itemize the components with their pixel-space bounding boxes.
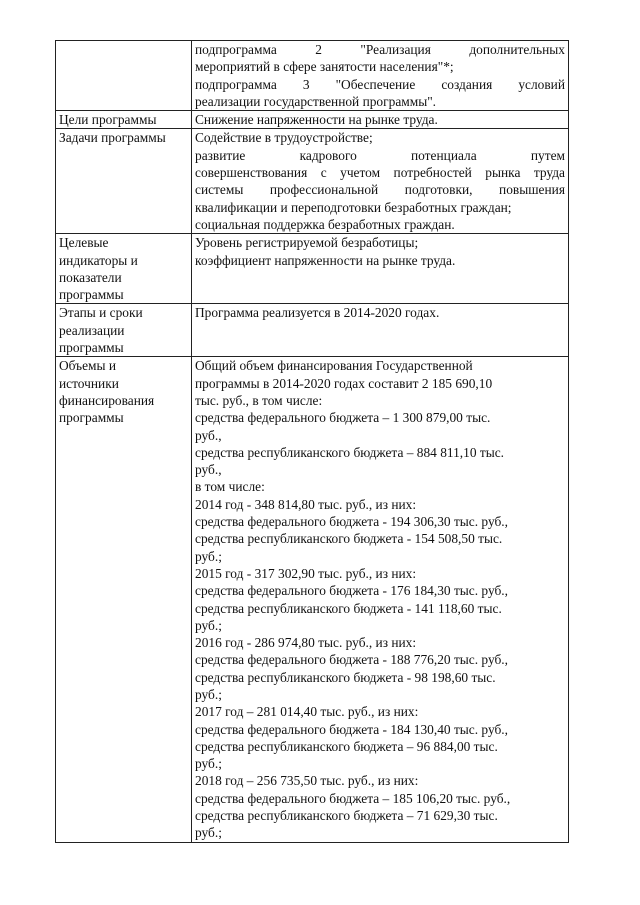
row-value-line: 2017 год – 281 014,40 тыс. руб., из них: bbox=[195, 704, 419, 720]
row-value-line: подпрограмма 2 "Реализация дополнительных bbox=[195, 42, 565, 57]
row-value-line: руб.; bbox=[195, 686, 222, 702]
row-label-line: финансирования bbox=[59, 392, 155, 408]
row-label: Задачи программы bbox=[59, 130, 166, 146]
table-row bbox=[56, 111, 569, 129]
row-label-line: индикаторы и bbox=[59, 252, 138, 268]
row-value-line: квалификации и переподготовки безработных граждан; bbox=[195, 199, 512, 215]
row-value-line: средства федерального бюджета - 188 776,20 тыс. руб., bbox=[195, 652, 508, 668]
row-value-line: Общий объем финансирования Государственной bbox=[195, 358, 473, 374]
row-label-line: источники bbox=[59, 375, 119, 391]
row-value-line: средства федерального бюджета - 184 130,40 тыс. руб., bbox=[195, 721, 508, 737]
row-value-line: руб.; bbox=[195, 756, 222, 772]
table-row bbox=[56, 304, 569, 357]
row-value-line: коэффициент напряженности на рынке труда. bbox=[195, 252, 456, 268]
row-label-line: показатели bbox=[59, 269, 122, 285]
row-value-line: руб.; bbox=[195, 617, 222, 633]
row-value-line: средства федерального бюджета – 1 300 879,00 тыс. bbox=[195, 410, 491, 426]
row-value-line: средства республиканского бюджета – 884 811,10 тыс. bbox=[195, 444, 505, 460]
row-value-line: средства республиканского бюджета – 71 629,30 тыс. bbox=[195, 808, 498, 824]
row-label-cell bbox=[56, 111, 192, 129]
row-label-line: Этапы и сроки bbox=[59, 305, 143, 321]
row-label-line: программы bbox=[59, 287, 124, 303]
row-value-line: Содействие в трудоустройстве; bbox=[195, 130, 373, 146]
row-value-cell bbox=[192, 304, 569, 357]
row-value-line: средства республиканского бюджета - 154 508,50 тыс. bbox=[195, 531, 503, 547]
row-value-line: Снижение напряженности на рынке труда. bbox=[195, 112, 438, 128]
row-value-line: руб., bbox=[195, 462, 222, 478]
row-label-line: программы bbox=[59, 340, 124, 356]
row-value-line: средства федерального бюджета – 185 106,20 тыс. руб., bbox=[195, 790, 511, 806]
row-value-line: средства республиканского бюджета - 141 118,60 тыс. bbox=[195, 600, 502, 616]
row-value-line: Уровень регистрируемой безработицы; bbox=[195, 235, 419, 251]
row-label-cell bbox=[56, 234, 192, 304]
row-value-line: 2015 год - 317 302,90 тыс. руб., из них: bbox=[195, 565, 417, 581]
row-value-line: Программа реализуется в 2014-2020 годах. bbox=[195, 305, 440, 321]
row-value-cell bbox=[192, 111, 569, 129]
row-value-line: совершенствования с учетом потребностей рынка труда bbox=[195, 165, 565, 181]
table-row bbox=[56, 234, 569, 304]
row-value-line: мероприятий в сфере занятости населения"*; bbox=[195, 59, 454, 75]
row-value-line: системы профессиональной подготовки, повышения bbox=[195, 182, 565, 198]
row-value-line: программы в 2014-2020 годах составит 2 185 690,10 bbox=[195, 375, 493, 391]
row-value-line: руб., bbox=[195, 427, 222, 443]
row-value-line: 2014 год - 348 814,80 тыс. руб., из них: bbox=[195, 496, 417, 512]
row-value-line: средства республиканского бюджета – 96 884,00 тыс. bbox=[195, 738, 498, 754]
row-value-cell bbox=[192, 41, 569, 111]
row-value-line: развитие кадрового потенциала путем bbox=[195, 147, 565, 163]
row-label: Цели программы bbox=[59, 112, 157, 128]
row-label-cell bbox=[56, 304, 192, 357]
table-row bbox=[56, 129, 569, 234]
table-row bbox=[56, 41, 569, 111]
row-label-cell bbox=[56, 357, 192, 842]
row-value-line: 2018 год – 256 735,50 тыс. руб., из них: bbox=[195, 773, 419, 789]
row-value-line: средства федерального бюджета - 176 184,30 тыс. руб., bbox=[195, 583, 508, 599]
row-value-line: подпрограмма 3 "Обеспечение создания условий bbox=[195, 76, 565, 92]
row-value-line: средства федерального бюджета - 194 306,30 тыс. руб., bbox=[195, 514, 508, 530]
row-value-cell bbox=[192, 357, 569, 842]
row-label-cell bbox=[56, 129, 192, 234]
program-passport-table bbox=[55, 40, 569, 843]
row-label-line: реализации bbox=[59, 322, 125, 338]
row-value-cell bbox=[192, 234, 569, 304]
row-value-cell bbox=[192, 129, 569, 234]
row-value-line: социальная поддержка безработных граждан. bbox=[195, 216, 455, 232]
table-row bbox=[56, 357, 569, 842]
row-label-cell bbox=[56, 41, 192, 111]
row-value-line: руб.; bbox=[195, 548, 222, 564]
row-value-line: тыс. руб., в том числе: bbox=[195, 392, 323, 408]
row-label-line: Объемы и bbox=[59, 358, 117, 374]
row-value-line: руб.; bbox=[195, 825, 222, 841]
row-value-line: реализации государственной программы". bbox=[195, 93, 437, 109]
row-value-line: средства республиканского бюджета - 98 198,60 тыс. bbox=[195, 669, 496, 685]
row-label-line: программы bbox=[59, 410, 124, 426]
row-value-line: в том числе: bbox=[195, 479, 265, 495]
row-value-line: 2016 год - 286 974,80 тыс. руб., из них: bbox=[195, 635, 417, 651]
row-label-line: Целевые bbox=[59, 235, 109, 251]
